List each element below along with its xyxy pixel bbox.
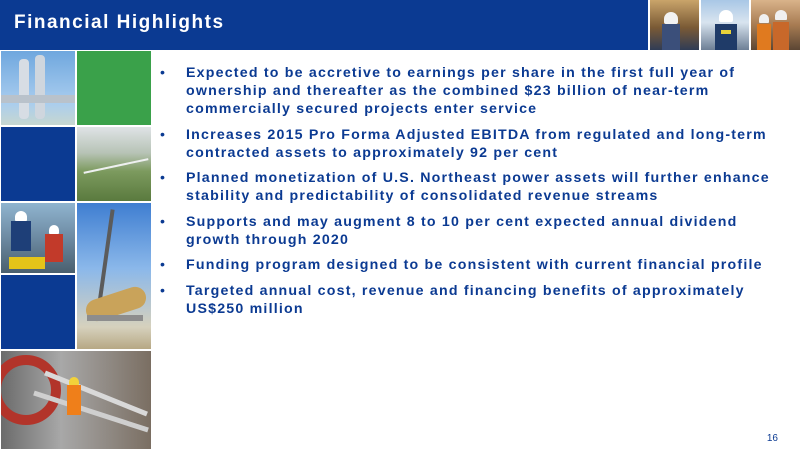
bullet-text: Expected to be accretive to earnings per share in the first full year of ownership and thereafter as the combined $23 billion of near-term commercially secured projects enter service — [186, 65, 736, 117]
slide-title: Financial Highlights — [14, 12, 225, 33]
bullet-icon: • — [160, 213, 167, 230]
tile-green — [76, 50, 152, 126]
tile-landscape-photo — [76, 126, 152, 202]
tile-blue-2 — [0, 274, 76, 350]
header-bar — [0, 0, 800, 50]
bullet-icon: • — [160, 170, 167, 186]
bullet-text: Increases 2015 Pro Forma Adjusted EBITDA from regulated and long-term contracted assets to approximately 92 per cent — [186, 126, 767, 161]
tile-blue-1 — [0, 126, 76, 202]
list-item — [160, 282, 790, 318]
header-photo-workers — [648, 0, 699, 50]
header-photo-strip — [648, 0, 800, 50]
header-photo-crew — [749, 0, 800, 50]
bullet-icon: • — [160, 282, 167, 299]
tile-workers-photo — [0, 202, 76, 274]
tile-pipe-sky-photo — [76, 202, 152, 350]
list-item — [160, 213, 790, 249]
tile-tunnel-photo — [0, 350, 152, 450]
bullet-icon: • — [160, 126, 167, 143]
list-item — [160, 256, 790, 274]
list-item — [160, 64, 790, 118]
bullet-icon: • — [160, 65, 167, 81]
header-photo-engineer — [699, 0, 750, 50]
tile-pipeline-photo — [0, 50, 76, 126]
bullet-text: Supports and may augment 8 to 10 per cent expected annual dividend growth through 2020 — [186, 213, 738, 248]
list-item — [160, 169, 790, 205]
bullet-icon: • — [160, 257, 167, 273]
list-item — [160, 126, 790, 162]
highlights-list — [160, 64, 790, 325]
photo-mosaic — [0, 50, 152, 450]
bullet-text: Funding program designed to be consistent with current financial profile — [186, 257, 763, 273]
page-number: 16 — [766, 433, 778, 444]
bullet-text: Planned monetization of U.S. Northeast power assets will further enhance stability and predictability of consolidated revenue streams — [186, 170, 770, 204]
bullet-text: Targeted annual cost, revenue and financing benefits of approximately US$250 million — [186, 282, 745, 317]
